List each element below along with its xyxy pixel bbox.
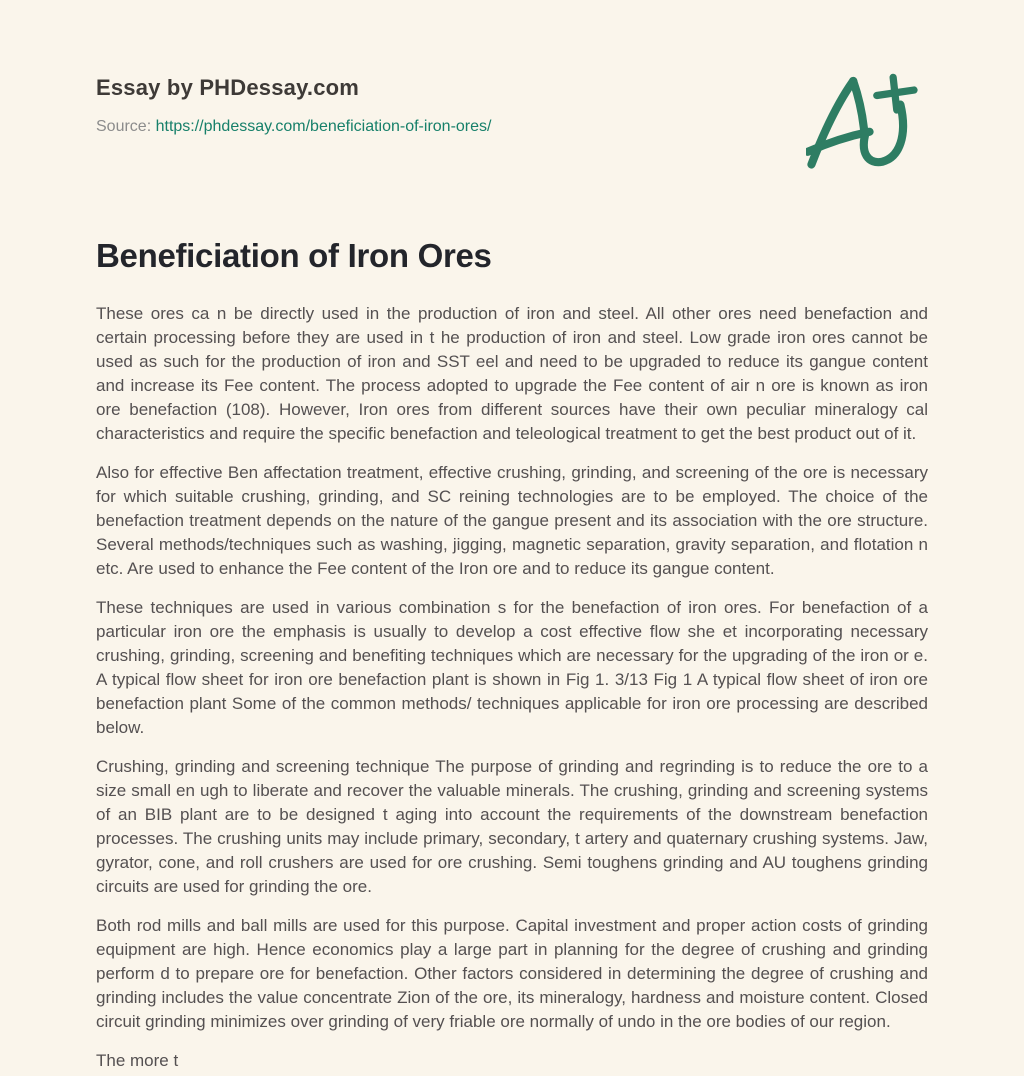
paragraph: Also for effective Ben affectation treatment, effective crushing, grinding, and screening of the ore is necessary for which suitable crushing, grinding, and SC reining technologies are to be employed. The choice of the benefaction treatment depends on the nature of the gangue present and its association with the ore structure. Several methods/techniques such as washing, jigging, magnetic separation, gravity separation, and flotation n etc. Are used to enhance the Fee content of the Iron ore and to reduce its gangue content. (96, 463, 928, 578)
logo-a-right-stroke (853, 81, 864, 130)
source-link[interactable]: https://phdessay.com/beneficiation-of-iron-ores/ (155, 118, 492, 135)
paragraph-truncated: The more t (96, 1051, 179, 1070)
page-header (96, 75, 928, 171)
paragraph: Crushing, grinding and screening technique The purpose of grinding and regrinding is to reduce the ore to a size small en ugh to liberate and recover the valuable minerals. The crushing, grinding and screening systems of an BIB plant are to be designed t aging into account the requirements of the downstream benefaction processes. The crushing units may include primary, secondary, t artery and quaternary crushing systems. Jaw, gyrator, cone, and roll crushers are used for ore crushing. Semi toughens grinding and AU toughens grinding circuits are used for grinding the ore. (96, 757, 928, 896)
paragraph: Both rod mills and ball mills are used for this purpose. Capital investment and proper action costs of grinding equipment are high. Hence economics play a large part in planning for the degree of crushing and grinding perform d to prepare ore for benefaction. Other factors considered in determining the degree of crushing and grinding includes the value concentrate Zion of the ore, its mineralogy, hardness and moisture content. Closed circuit grinding minimizes over grinding of very friable ore normally of undo in the ore bodies of our region. (96, 916, 928, 1031)
paragraph: These ores ca n be directly used in the production of iron and steel. All other ores need benefaction and certain processing before they are used in t he production of iron and steel. Low grade iron ores cannot be used as such for the production of iron and SST eel and need to be upgraded to reduce its gangue content and increase its Fee content. The process adopted to upgrade the Fee content of air n ore is known as iron ore benefaction (108). However, Iron ores from different sources have their own peculiar mineralogy cal characteristics and require the specific benefaction and teleological treatment to get the best product out of it. (96, 304, 928, 443)
page-title: Beneficiation of Iron Ores (96, 237, 492, 274)
logo-plus-horizontal-stroke (877, 90, 914, 95)
header-text-block (96, 75, 491, 136)
paragraph: These techniques are used in various combination s for the benefaction of iron ores. For benefaction of a particular iron ore the emphasis is usually to develop a cost effective flow she et incorporating necessary crushing, grinding, screening and benefiting techniques which are necessary for the upgrading of the iron or e. A typical flow sheet for iron ore benefaction plant is shown in Fig 1. 3/13 Fig 1 A typical flow sheet of iron ore benefaction plant Some of the common methods/ techniques applicable for iron ore processing are described below. (96, 598, 928, 737)
source-label: Source: (96, 118, 152, 135)
a-plus-logo-icon (806, 69, 924, 171)
article-body (96, 302, 928, 1073)
source-line (96, 118, 491, 136)
byline: Essay by PHDessay.com (96, 75, 360, 100)
